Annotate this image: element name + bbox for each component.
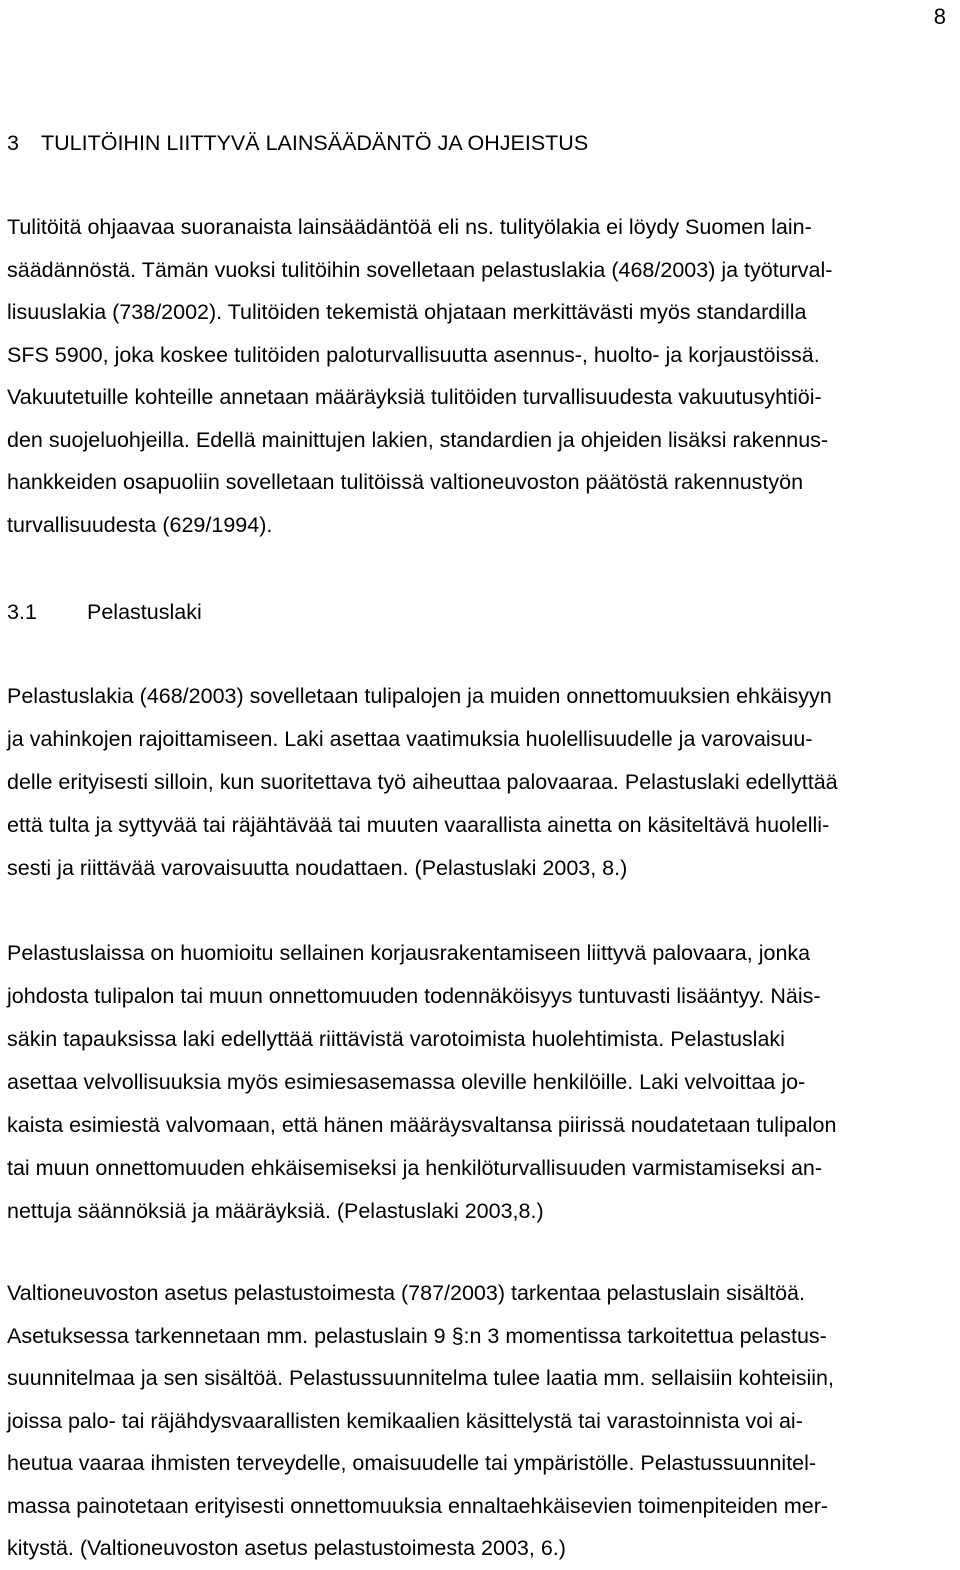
text-line: suunnitelmaa ja sen sisältöä. Pelastussuunnitelma tulee laatia mm. sellaisiin kohteisiin, [7,1366,834,1390]
text-line: säkin tapauksissa laki edellyttää riittävistä varotoimista huolehtimista. Pelastuslaki [7,1027,785,1051]
subsection-title: Pelastuslaki [87,600,202,624]
text-line: kitystä. (Valtioneuvoston asetus pelastustoimesta 2003, 6.) [7,1536,566,1560]
text-line: joissa palo- tai räjähdysvaarallisten kemikaalien käsittelystä tai varastoinnista voi ai- [7,1408,803,1433]
text-line: Vakuutetuille kohteille annetaan määräyksiä tulitöiden turvallisuudesta vakuutusyhtiöi- [7,385,822,409]
text-line: asettaa velvollisuuksia myös esimiesasemassa oleville henkilöille. Laki velvoittaa jo- [7,1070,806,1094]
text-line: delle erityisesti silloin, kun suoritettava työ aiheuttaa palovaaraa. Pelastuslaki edellyttää [7,770,838,794]
text-line: kaista esimiestä valvomaan, että hänen määräysvaltansa piirissä noudatetaan tulipalon [7,1113,837,1137]
page-number: 8 [933,4,946,29]
text-line: turvallisuudesta (629/1994). [7,512,273,537]
intro-paragraph [7,206,957,546]
paragraph-asetus [7,1272,957,1570]
text-line: hankkeiden osapuoliin sovelletaan tulitöissä valtioneuvoston päätöstä rakennustyön [7,470,804,494]
section-number: 3 [7,131,19,155]
text-line: den suojeluohjeilla. Edellä mainittujen lakien, standardien ja ohjeiden lisäksi rakennus- [7,427,829,452]
text-line: säädännöstä. Tämän vuoksi tulitöihin sovelletaan pelastuslakia (468/2003) ja työturval- [7,257,833,282]
section-heading [7,128,588,158]
text-line: SFS 5900, joka koskee tulitöiden paloturvallisuutta asennus-, huolto- ja korjaustöissä. [7,342,820,367]
subsection-number: 3.1 [7,600,37,624]
text-line: tai muun onnettomuuden ehkäisemiseksi ja henkilöturvallisuuden varmistamiseksi an- [7,1156,823,1180]
paragraph-pelastuslaki-1 [7,675,957,890]
text-line: heutua vaaraa ihmisten terveydelle, omaisuudelle tai ympäristölle. Pelastussuunnitel- [7,1451,817,1475]
subsection-heading [7,597,202,627]
text-line: Tulitöitä ohjaavaa suoranaista lainsäädäntöä eli ns. tulityölakia ei löydy Suomen lain- [7,215,812,239]
text-line: Pelastuslakia (468/2003) sovelletaan tulipalojen ja muiden onnettomuuksien ehkäisyyn [7,684,832,708]
section-title: TULITÖIHIN LIITTYVÄ LAINSÄÄDÄNTÖ JA OHJEISTUS [41,131,589,155]
text-line: sesti ja riittävää varovaisuutta noudattaen. (Pelastuslaki 2003, 8.) [7,856,628,880]
text-line: lisuuslakia (738/2002). Tulitöiden tekemistä ohjataan merkittävästi myös standardilla [7,300,807,324]
text-line: Pelastuslaissa on huomioitu sellainen korjausrakentamiseen liittyvä palovaara, jonka [7,941,811,965]
text-line: massa painotetaan erityisesti onnettomuuksia ennaltaehkäisevien toimenpiteiden mer- [7,1493,829,1518]
text-line: Valtioneuvoston asetus pelastustoimesta (787/2003) tarkentaa pelastuslain sisältöä. [7,1281,805,1305]
text-line: Asetuksessa tarkennetaan mm. pelastuslain 9 §:n 3 momentissa tarkoitettua pelastus- [7,1323,827,1348]
text-line: nettuja säännöksiä ja määräyksiä. (Pelastuslaki 2003,8.) [7,1199,544,1223]
paragraph-pelastuslaki-2 [7,932,957,1233]
text-line: että tulta ja syttyvää tai räjähtävää tai muuten vaarallista ainetta on käsiteltävä huolelli- [7,813,830,837]
text-line: johdosta tulipalon tai muun onnettomuuden todennäköisyys tuntuvasti lisääntyy. Näis- [7,984,821,1008]
text-line: ja vahinkojen rajoittamiseen. Laki asettaa vaatimuksia huolellisuudelle ja varovaisuu- [7,727,813,751]
